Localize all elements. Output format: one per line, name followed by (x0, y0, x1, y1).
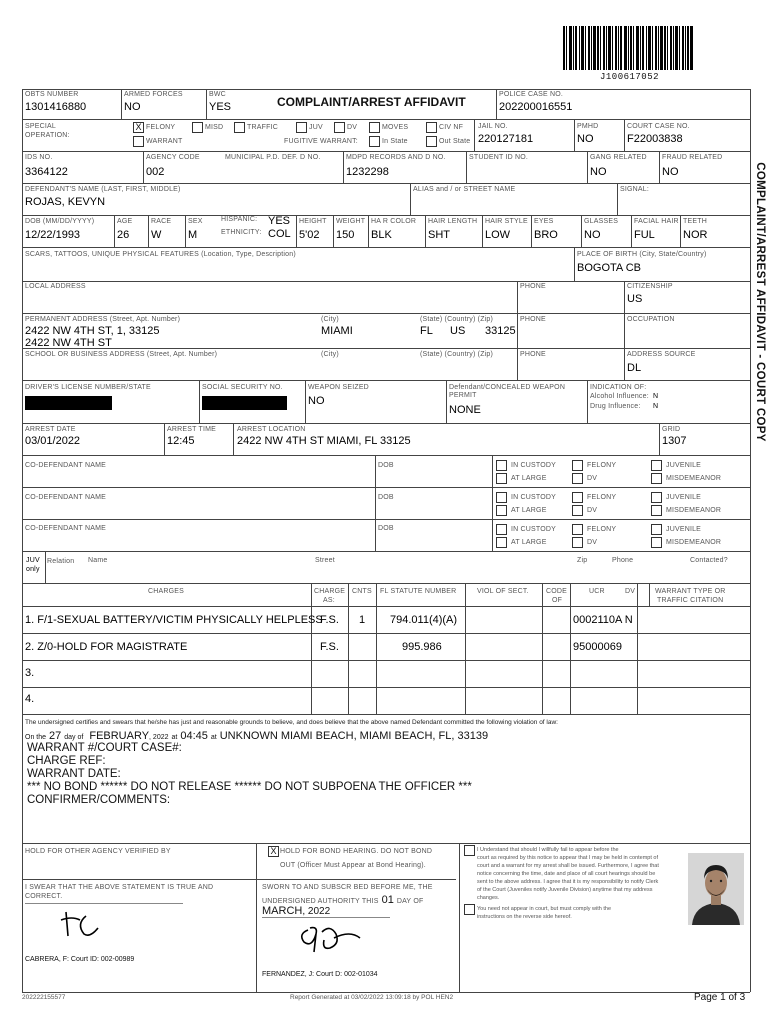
juvenile-checkbox[interactable] (651, 492, 662, 503)
citizenship-value: US (627, 293, 643, 305)
municipal-label: MUNICIPAL P.D. DEF. D NO. (225, 154, 321, 161)
fugitive-warrant-label: FUGITIVE WARRANT: (284, 138, 358, 145)
eyes-label: EYES (534, 218, 554, 225)
juvenile-label: JUVENILE (666, 526, 702, 533)
perm-phone-label: PHONE (520, 316, 546, 323)
juvenile-label: JUVENILE (666, 494, 702, 501)
defendant-name-label: DEFENDANT'S NAME (LAST, FIRST, MIDDLE) (25, 186, 181, 193)
felony-checkbox[interactable] (572, 460, 583, 471)
court-instructions-checkbox[interactable] (464, 904, 475, 915)
offense-time: 04:45 (180, 730, 208, 742)
court-instructions-text: You need not appear in court, but must comply with the instructions on the reverse side hereof. (477, 906, 612, 920)
bwc-value: YES (209, 101, 232, 113)
out-state-label: Out State (439, 138, 471, 145)
jail-no-value: 220127181 (478, 133, 534, 145)
defendant-name-value: ROJAS, KEVYN (25, 196, 106, 208)
on-the-label: On the (25, 734, 47, 741)
charge-statute: 794.011(4)(A) (390, 614, 458, 626)
school-state-label: (State) (Country) (Zip) (420, 351, 494, 358)
barcode (563, 26, 693, 70)
side-title: COMPLAINT/ARREST AFFIDAVIT - COURT COPY (754, 162, 766, 442)
ethnicity-label: ETHNICITY: (221, 229, 262, 236)
drivers-license-redaction (25, 396, 112, 410)
moves-label: MOVES (382, 124, 409, 131)
charge-counts: 1 (359, 614, 366, 626)
drug-label: Drug Influence: (590, 403, 641, 410)
narrative-line: WARRANT DATE: (27, 768, 121, 780)
form-title: COMPLAINT/ARREST AFFIDAVIT (277, 95, 466, 109)
juv-contacted-label: Contacted? (690, 557, 728, 564)
arrest-time-value: 12:45 (167, 435, 195, 447)
fraud-value: NO (662, 166, 679, 178)
charge-statute: 995.986 (402, 641, 442, 653)
codefendant-name-label: CO-DEFENDANT NAME (25, 462, 107, 469)
charge-as-header: CHARGE (314, 588, 346, 595)
ucr-header: UCR (589, 588, 605, 595)
appearance-agreement-text: I Understand that should I willfully fail to appear before the court as required by this notice to appear that I may be held in contempt of court and a warrant for my arrest shall be issued. Furthermore, I agree that notice concerning the time, date and place of all court hearings should be sent to the above address. I agree that it is my responsibility to notify Clerk of the Court (Juveniles notify Juvenile Division) anytime that my address changes. (477, 847, 659, 901)
race-label: RACE (151, 218, 172, 225)
perm-state-value: FL (420, 325, 433, 337)
age-label: AGE (117, 218, 133, 225)
dv-header: DV (625, 588, 636, 595)
codefendant-name-label: CO-DEFENDANT NAME (25, 525, 107, 532)
teeth-value: NOR (683, 229, 708, 241)
misd-label: MISD (205, 124, 224, 131)
civ-nf-checkbox[interactable] (426, 122, 437, 133)
in-custody-label: IN CUSTODY (511, 526, 557, 533)
ids-value: 3364122 (25, 166, 68, 178)
in-state-checkbox[interactable] (369, 136, 380, 147)
at-large-checkbox[interactable] (496, 473, 507, 484)
code-of-header-2: OF (552, 597, 563, 604)
address-source-value: DL (627, 362, 642, 374)
weapon-permit-label: Defendant/CONCEALED WEAPON (449, 384, 566, 391)
relation-label: Relation (47, 558, 75, 565)
in-custody-checkbox[interactable] (496, 492, 507, 503)
hair-color-value: BLK (371, 229, 392, 241)
warrant-label: WARRANT (146, 138, 183, 145)
sworn-day: 01 (381, 894, 394, 906)
barcode-number: J100617052 (600, 72, 660, 82)
charge-ucr: 95000069 (573, 641, 622, 653)
hold-bond-label-2: OUT (Officer Must Appear at Bond Hearing). (280, 862, 426, 869)
in-custody-label: IN CUSTODY (511, 462, 557, 469)
pmhd-label: PMHD (577, 123, 599, 130)
obts-label: OBTS NUMBER (25, 91, 79, 98)
police-case-label: POLICE CASE NO. (499, 91, 564, 98)
sworn-month: MARCH (262, 905, 303, 917)
race-value: W (151, 229, 162, 241)
arrest-date-value: 03/01/2022 (25, 435, 81, 447)
civ-nf-label: CIV NF (439, 124, 464, 131)
indication-label: INDICATION OF: (590, 384, 647, 391)
police-case-value: 202200016551 (499, 101, 573, 113)
misdemeanor-checkbox[interactable] (651, 537, 662, 548)
perm-city-label: (City) (321, 316, 339, 323)
ssn-label: SOCIAL SECURITY NO. (202, 384, 283, 391)
drivers-license-label: DRIVER'S LICENSE NUMBER/STATE (25, 384, 151, 391)
juv-phone-label: Phone (612, 557, 634, 564)
weight-label: WEIGHT (336, 218, 366, 225)
dob-label: DOB (MM/DD/YYYY) (25, 218, 95, 225)
codefendant-dob-label: DOB (378, 525, 394, 532)
defendant-photo (688, 853, 744, 925)
charges-header: CHARGES (148, 588, 185, 595)
facial-hair-label: FACIAL HAIR (634, 218, 679, 225)
sworn-statement-3: DAY OF (396, 898, 424, 905)
weapon-seized-value: NO (308, 395, 325, 407)
grid-value: 1307 (662, 435, 687, 447)
ids-label: IDS NO. (25, 154, 53, 161)
in-state-label: In State (382, 138, 408, 145)
cnts-header: CNTS (352, 588, 372, 595)
alias-label: ALIAS and / or STREET NAME (413, 186, 516, 193)
gang-value: NO (590, 166, 607, 178)
mdpd-value: 1232298 (346, 166, 389, 178)
charge-as-header-2: AS: (323, 597, 335, 604)
address-source-label: ADDRESS SOURCE (627, 351, 696, 358)
narrative-line: CHARGE REF: (27, 755, 106, 767)
at-label: at (171, 734, 178, 741)
offense-day: 27 (49, 730, 62, 742)
swear-statement: I SWEAR THAT THE ABOVE STATEMENT IS TRUE AND (25, 884, 214, 891)
arrest-location-value: 2422 NW 4TH ST MIAMI, FL 33125 (237, 435, 411, 447)
scars-label: SCARS, TATTOOS, UNIQUE PHYSICAL FEATURES (Location, Type, Description) (25, 251, 296, 258)
dv-label: DV (587, 475, 598, 482)
school-city-label: (City) (321, 351, 339, 358)
narrative-line: CONFIRMER/COMMENTS: (27, 794, 171, 806)
officer-name: CABRERA, F: Court ID: 002-00989 (25, 956, 135, 963)
juv-checkbox[interactable] (296, 122, 307, 133)
offense-year: , 2022 (149, 734, 169, 741)
offense-month: FEBRUARY (89, 730, 150, 742)
dv-checkbox[interactable] (572, 537, 583, 548)
hold-bond-label: HOLD FOR BOND HEARING. DO NOT BOND (280, 848, 433, 855)
at-large-label: AT LARGE (511, 475, 547, 482)
dob-value: 12/22/1993 (25, 229, 81, 241)
felony-checkbox[interactable] (572, 492, 583, 503)
out-state-checkbox[interactable] (426, 136, 437, 147)
misdemeanor-label: MISDEMEANOR (666, 475, 722, 482)
occupation-label: OCCUPATION (627, 316, 675, 323)
juv-only-label: only (26, 566, 40, 573)
dv-checkbox[interactable] (334, 122, 345, 133)
hair-length-value: SHT (428, 229, 450, 241)
agency-code-label: AGENCY CODE (146, 154, 200, 161)
juvenile-checkbox[interactable] (651, 524, 662, 535)
at-large-checkbox[interactable] (496, 537, 507, 548)
at-large-label: AT LARGE (511, 507, 547, 514)
armed-forces-label: ARMED FORCES (124, 91, 183, 98)
at-large-label: AT LARGE (511, 539, 547, 546)
citizenship-label: CITIZENSHIP (627, 283, 673, 290)
place-of-birth-label: PLACE OF BIRTH (City, State/Country) (577, 251, 707, 258)
notary-name: FERNANDEZ, J: Court D: 002-01034 (262, 971, 378, 978)
felony-label: FELONY (587, 494, 617, 501)
misdemeanor-checkbox[interactable] (651, 505, 662, 516)
perm-state-label: (State) (Country) (Zip) (420, 316, 494, 323)
sworn-year: , 2022 (302, 906, 331, 917)
hold-bond-checkbox[interactable]: X (268, 846, 279, 857)
jail-no-label: JAIL NO. (478, 123, 508, 130)
dv-checkbox[interactable] (572, 473, 583, 484)
sex-value: M (188, 229, 198, 241)
misdemeanor-label: MISDEMEANOR (666, 539, 722, 546)
hair-style-value: LOW (485, 229, 511, 241)
place-of-birth-value: BOGOTA CB (577, 262, 641, 274)
dv-checkbox[interactable] (572, 505, 583, 516)
at-label-2: at (210, 734, 217, 741)
warrant-type-header: WARRANT TYPE OR (655, 588, 726, 595)
sex-label: SEX (188, 218, 203, 225)
weapon-seized-label: WEAPON SEIZED (308, 384, 369, 391)
in-custody-checkbox[interactable] (496, 524, 507, 535)
local-address-label: LOCAL ADDRESS (25, 283, 86, 290)
obts-value: 1301416880 (25, 101, 87, 113)
eyes-value: BRO (534, 229, 558, 241)
special-op-label: SPECIAL (25, 123, 56, 130)
juv-name-label: Name (88, 557, 108, 564)
codefendant-dob-label: DOB (378, 462, 394, 469)
code-of-header: CODE (546, 588, 568, 595)
dv-label: DV (347, 124, 358, 131)
offense-place: UNKNOWN MIAMI BEACH, MIAMI BEACH, FL, 33139 (219, 730, 489, 742)
notary-signature (294, 920, 364, 956)
warrant-type-header-2: TRAFFIC CITATION (657, 597, 724, 604)
sworn-statement-2: UNDERSIGNED AUTHORITY THIS (262, 898, 379, 905)
felony-checkbox[interactable]: X (133, 122, 144, 133)
weapon-permit-value: NONE (449, 404, 481, 416)
charge-description: 3. (25, 667, 35, 679)
appearance-agreement-checkbox[interactable] (464, 845, 475, 856)
warrant-checkbox[interactable] (133, 136, 144, 147)
permanent-address-label: PERMANENT ADDRESS (Street, Apt. Number) (25, 316, 181, 323)
dv-label: DV (587, 507, 598, 514)
traffic-checkbox[interactable] (234, 122, 245, 133)
footer-generated: Report Generated at 03/02/2022 13:09:18 by POL HEN2 (290, 994, 454, 1001)
moves-checkbox[interactable] (369, 122, 380, 133)
hispanic-label: HISPANIC: (221, 216, 258, 223)
traffic-label: TRAFFIC (247, 124, 278, 131)
felony-checkbox[interactable] (572, 524, 583, 535)
juv-label: JUV (26, 557, 40, 564)
statute-header: FL STATUTE NUMBER (380, 588, 457, 595)
perm-city-value: MIAMI (321, 325, 353, 337)
felony-label: FELONY (146, 124, 176, 131)
student-id-label: STUDENT ID NO. (469, 154, 529, 161)
age-value: 26 (117, 229, 130, 241)
felony-label: FELONY (587, 526, 617, 533)
perm-country-value: US (450, 325, 466, 337)
viol-sect-header: VIOL OF SECT. (477, 588, 529, 595)
height-label: HEIGHT (299, 218, 327, 225)
at-large-checkbox[interactable] (496, 505, 507, 516)
alcohol-label: Alcohol Influence: (590, 393, 649, 400)
glasses-label: GLASSES (584, 218, 619, 225)
hispanic-value: YES (268, 215, 291, 227)
narrative-line: WARRANT #/COURT CASE#: (27, 742, 182, 754)
misdemeanor-label: MISDEMEANOR (666, 507, 722, 514)
footer-report-id: 202222155577 (22, 994, 66, 1001)
ssn-redaction (202, 396, 287, 410)
bwc-label: BWC (209, 91, 226, 98)
charge-description: 1. F/1-SEXUAL BATTERY/VICTIM PHYSICALLY HELPLESS (25, 614, 323, 626)
charge-description: 2. Z/0-HOLD FOR MAGISTRATE (25, 641, 188, 653)
misd-checkbox[interactable] (192, 122, 203, 133)
sworn-statement: SWORN TO AND SUBSCR BED BEFORE ME, THE (262, 884, 433, 891)
hold-other-agency-label: HOLD FOR OTHER AGENCY VERIFIED BY (25, 848, 171, 855)
charge-as: F.S. (320, 641, 339, 653)
narrative-line: *** NO BOND ****** DO NOT RELEASE ****** DO NOT SUBPOENA THE OFFICER *** (27, 781, 472, 793)
glasses-value: NO (584, 229, 601, 241)
juv-label: JUV (309, 124, 323, 131)
charge-as: F.S. (320, 614, 339, 626)
swear-statement-2: CORRECT. (25, 893, 63, 900)
codefendant-name-label: CO-DEFENDANT NAME (25, 494, 107, 501)
day-of-label: day of (64, 734, 84, 741)
in-custody-label: IN CUSTODY (511, 494, 557, 501)
court-case-label: COURT CASE NO. (627, 123, 690, 130)
hair-length-label: HAIR LENGTH (428, 218, 478, 225)
arrest-location-label: ARREST LOCATION (237, 426, 306, 433)
juv-street-label: Street (315, 557, 335, 564)
facial-hair-value: FUL (634, 229, 655, 241)
teeth-label: TEETH (683, 218, 707, 225)
permanent-address-line2: 2422 NW 4TH ST (25, 337, 112, 349)
charge-ucr: 0002110A N (573, 614, 633, 626)
drug-value: N (653, 403, 659, 410)
sworn-month-line (262, 905, 330, 917)
pmhd-value: NO (577, 133, 594, 145)
misdemeanor-checkbox[interactable] (651, 473, 662, 484)
mdpd-label: MDPD RECORDS AND D NO. (346, 154, 446, 161)
ethnicity-value: COL (268, 228, 291, 240)
charge-description: 4. (25, 693, 35, 705)
juvenile-label: JUVENILE (666, 462, 702, 469)
agency-code-value: 002 (146, 166, 165, 178)
certification-text: The undersigned certifies and swears that he/she has just and reasonable grounds to believe, and does believe that the above named Defendant committed the following violation of law: (25, 719, 558, 726)
school-address-label: SCHOOL OR BUSINESS ADDRESS (Street, Apt. Number) (25, 351, 218, 358)
local-phone-label: PHONE (520, 283, 546, 290)
in-custody-checkbox[interactable] (496, 460, 507, 471)
special-op-label-2: OPERATION: (25, 132, 70, 139)
alcohol-value: N (653, 393, 659, 400)
officer-signature (58, 906, 108, 940)
arrest-date-label: ARREST DATE (25, 426, 76, 433)
height-value: 5'02 (299, 229, 320, 241)
perm-zip-value: 33125 (485, 325, 516, 337)
court-case-value: F22003838 (627, 133, 683, 145)
page-number: Page 1 of 3 (694, 992, 746, 1003)
hair-style-label: HAIR STYLE (485, 218, 528, 225)
weight-value: 150 (336, 229, 355, 241)
juvenile-checkbox[interactable] (651, 460, 662, 471)
juv-zip-label: Zip (577, 557, 588, 564)
school-phone-label: PHONE (520, 351, 546, 358)
codefendant-dob-label: DOB (378, 494, 394, 501)
gang-label: GANG RELATED (590, 154, 647, 161)
weapon-permit-label-2: PERMIT (449, 392, 477, 399)
fraud-label: FRAUD RELATED (662, 154, 723, 161)
grid-label: GRID (662, 426, 681, 433)
signal-label: SIGNAL: (620, 186, 650, 193)
permanent-address-line1: 2422 NW 4TH ST, 1, 33125 (25, 325, 160, 337)
hair-color-label: HA R COLOR (371, 218, 417, 225)
armed-forces-value: NO (124, 101, 141, 113)
felony-label: FELONY (587, 462, 617, 469)
arrest-time-label: ARREST TIME (167, 426, 217, 433)
dv-label: DV (587, 539, 598, 546)
